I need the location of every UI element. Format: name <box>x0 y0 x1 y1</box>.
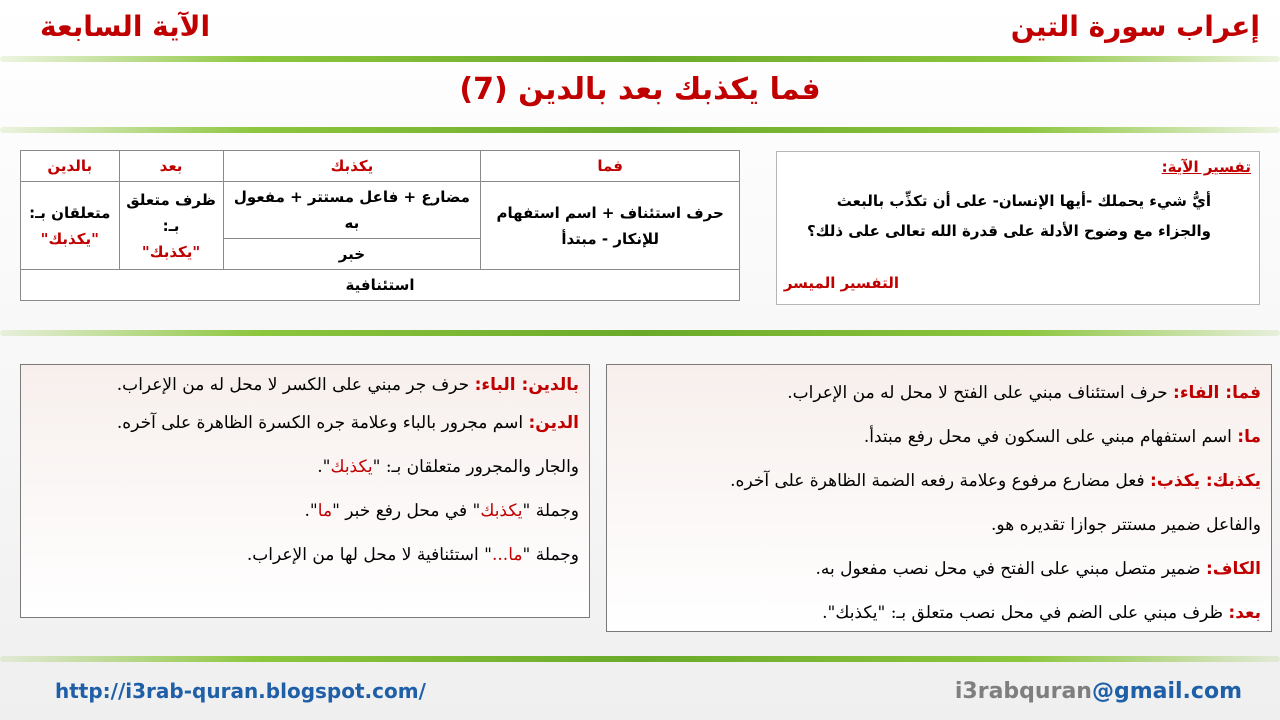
cell-yukadhibuka-role: خبر <box>223 239 481 270</box>
i3rab-detail-right <box>606 364 1272 632</box>
detail-key: بالدين: الباء: <box>474 375 579 395</box>
detail-line <box>31 489 579 533</box>
detail-line <box>617 371 1261 415</box>
table-header-row <box>21 151 740 182</box>
detail-line <box>617 415 1261 459</box>
header-baad: بعد <box>119 151 223 182</box>
detail-line <box>617 547 1261 591</box>
detail-key: بعد: <box>1228 603 1261 623</box>
detail-line <box>31 533 579 577</box>
detail-text: فعل مضارع مرفوع وعلامة رفعه الضمة الظاهرة على آخره. <box>730 471 1150 491</box>
detail-line <box>31 369 579 401</box>
detail-key: فما: الفاء: <box>1173 383 1261 403</box>
detail-text: ضمير متصل مبني على الفتح في محل نصب مفعول به. <box>815 559 1206 579</box>
baad-text: ظرف متعلق بـ: <box>126 190 216 235</box>
detail-key: الكاف: <box>1205 559 1261 579</box>
detail-line <box>617 459 1261 503</box>
detail-key: الدين: <box>528 413 579 433</box>
detail-text: وجملة " <box>522 501 579 521</box>
divider-middle <box>0 330 1280 336</box>
tafsir-heading: تفسير الآية: <box>1161 158 1251 176</box>
detail-quote: ما <box>317 501 333 521</box>
i3rab-detail-left <box>20 364 590 618</box>
detail-line <box>31 401 579 445</box>
detail-quote: ما... <box>491 545 523 565</box>
tafsir-source: التفسير الميسر <box>783 274 899 292</box>
detail-line <box>617 503 1261 547</box>
detail-key: ما: <box>1237 427 1261 447</box>
header-bildeen: بالدين <box>21 151 120 182</box>
detail-text: ". <box>304 501 318 521</box>
divider-bottom <box>0 656 1280 662</box>
bildeen-quote: "يكذبك" <box>40 229 99 248</box>
detail-line <box>617 591 1261 635</box>
divider-top <box>0 56 1280 62</box>
cell-bildeen <box>21 182 120 270</box>
detail-text: ". <box>317 457 331 477</box>
bildeen-text: متعلقان بـ: <box>29 203 111 222</box>
table-row <box>21 182 740 239</box>
i3rab-table <box>20 150 740 301</box>
email-domain: @gmail.com <box>1091 679 1242 704</box>
detail-text: والفاعل ضمير مستتر جوازا تقديره هو. <box>991 515 1261 535</box>
cell-istinafiya: استئنافية <box>21 270 740 301</box>
tafsir-box <box>776 151 1260 305</box>
detail-quote: يكذبك <box>330 457 373 477</box>
verse-title: فما يكذبك بعد بالدين (7) <box>459 72 821 107</box>
detail-text: اسم استفهام مبني على السكون في محل رفع مبتدأ. <box>863 427 1238 447</box>
cell-yukadhibuka-type: مضارع + فاعل مستتر + مفعول به <box>223 182 481 239</box>
detail-text: " استئنافية لا محل لها من الإعراب. <box>246 545 492 565</box>
detail-text: ظرف مبني على الضم في محل نصب متعلق بـ: "يكذبك". <box>822 603 1229 623</box>
detail-text: والجار والمجرور متعلقان بـ: " <box>372 457 579 477</box>
tafsir-text: أيُّ شيء يحملك -أيها الإنسان- على أن تكذِّب بالبعث والجزاء مع وضوح الأدلة على قدرة الله تعالى على ذلك؟ <box>807 192 1211 240</box>
detail-text: حرف استئناف مبني على الفتح لا محل له من الإعراب. <box>787 383 1174 403</box>
detail-text: اسم مجرور بالباء وعلامة جره الكسرة الظاهرة على آخره. <box>116 413 529 433</box>
detail-key: يكذبك: يكذب: <box>1150 471 1261 491</box>
ayah-label: الآية السابعة <box>40 10 211 43</box>
blog-link[interactable]: http://i3rab-quran.blogspot.com/ <box>55 679 426 703</box>
surah-title: إعراب سورة التين <box>1010 10 1260 43</box>
divider-verse <box>0 127 1280 133</box>
detail-text: وجملة " <box>522 545 579 565</box>
email-link[interactable] <box>955 679 1242 704</box>
cell-baad <box>119 182 223 270</box>
email-user: i3rabquran <box>954 679 1092 704</box>
baad-quote: "يكذبك" <box>141 242 201 261</box>
detail-text: حرف جر مبني على الكسر لا محل له من الإعراب. <box>116 375 475 395</box>
cell-fama: حرف استئناف + اسم استفهام للإنكار - مبتدأ <box>481 182 740 270</box>
detail-text: " في محل رفع خبر " <box>332 501 481 521</box>
header-fama: فما <box>481 151 740 182</box>
detail-line <box>31 445 579 489</box>
header-yukadhibuka: يكذبك <box>223 151 481 182</box>
table-row <box>21 270 740 301</box>
detail-quote: يكذبك <box>480 501 523 521</box>
